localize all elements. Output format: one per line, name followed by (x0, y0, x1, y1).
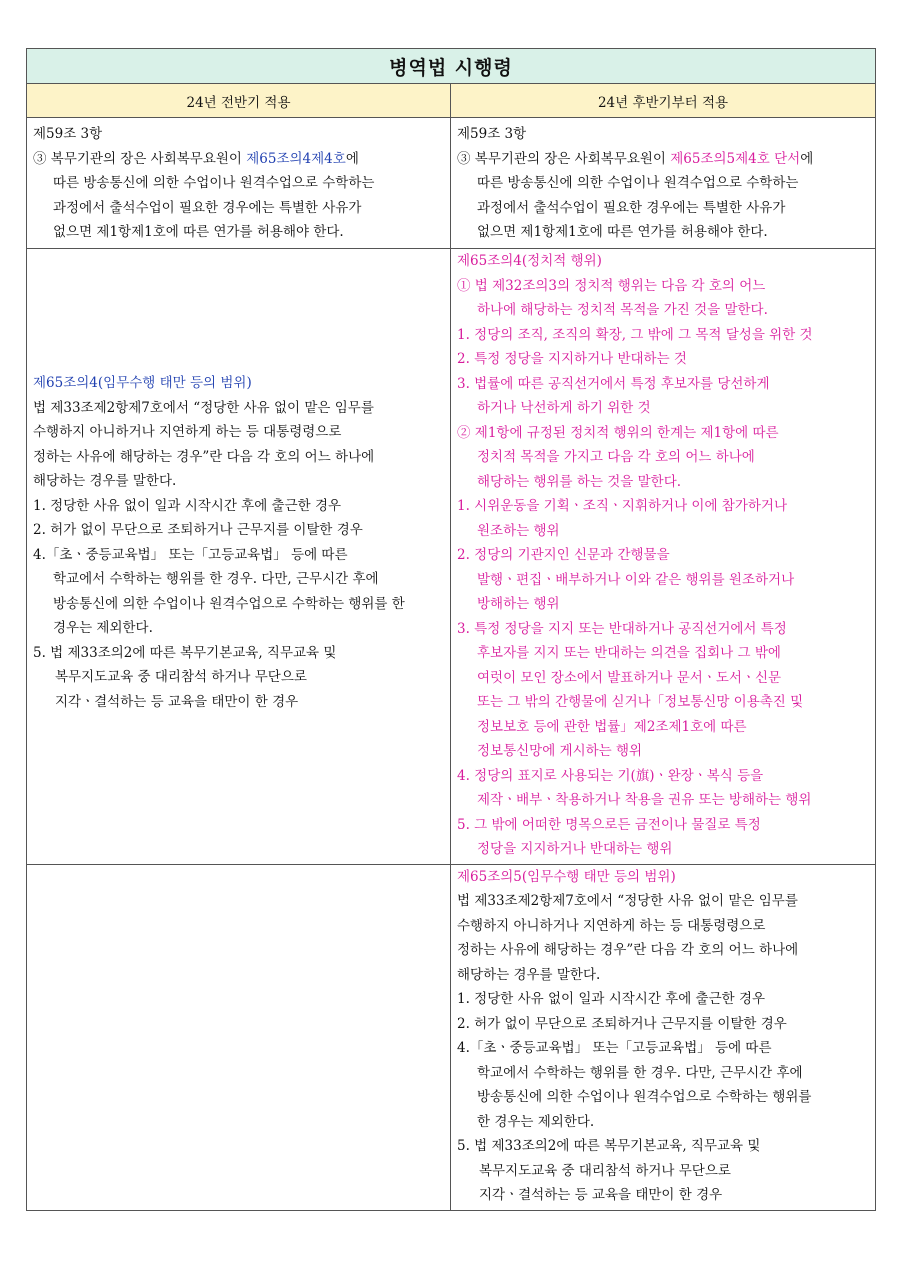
paragraph-line: 따른 방송통신에 의한 수업이나 원격수업으로 수학하는 (477, 175, 799, 191)
list-item-continuation: 학교에서 수학하는 행위를 한 경우. 다만, 근무시간 후에 (477, 1064, 803, 1081)
list-item: 2. 정당의 기관지인 신문과 간행물을 (457, 547, 670, 563)
list-item-continuation: 방송통신에 의한 수업이나 원격수업으로 수학하는 행위를 한 (53, 595, 405, 612)
paragraph-line: 수행하지 아니하거나 지연하게 하는 등 대통령령으로 (457, 917, 766, 934)
paragraph-line: 정하는 사유에 해당하는 경우”란 다음 각 호의 어느 하나에 (457, 942, 799, 958)
paragraph-line: 법 제33조제2항제7호에서 “정당한 사유 없이 맡은 임무를 (33, 399, 374, 416)
list-item-continuation: 방송통신에 의한 수업이나 원격수업으로 수학하는 행위를 (477, 1089, 812, 1105)
row-article-65-5 (27, 864, 876, 1210)
article-heading: 제65조의4(정치적 행위) (457, 253, 602, 269)
paragraph-line: ① 법 제32조의3의 정치적 행위는 다음 각 호의 어느 (457, 277, 766, 294)
paragraph-line: 해당하는 행위를 하는 것을 말한다. (477, 473, 682, 490)
list-item: 2. 특정 정당을 지지하거나 반대하는 것 (457, 351, 687, 367)
list-item-continuation: 후보자를 지지 또는 반대하는 의견을 집회나 그 밖에 (477, 645, 781, 661)
header-row (27, 84, 876, 118)
list-item-continuation: 복무지도교육 중 대리참석 하거나 무단으로 (55, 669, 307, 685)
list-item: 2. 허가 없이 무단으로 조퇴하거나 근무지를 이탈한 경우 (33, 522, 363, 538)
list-item: 3. 특정 정당을 지지 또는 반대하거나 공직선거에서 특정 (457, 620, 787, 637)
paragraph-line: 해당하는 경우를 말한다. (33, 473, 177, 489)
list-item-continuation: 복무지도교육 중 대리참석 하거나 무단으로 (479, 1162, 731, 1179)
list-item: 4.「초ㆍ중등교육법」 또는「고등교육법」 등에 따른 (33, 546, 348, 563)
list-item-continuation: 지각ㆍ결석하는 등 교육을 태만이 한 경우 (55, 693, 299, 710)
amended-reference: 제65조의5제4호 단서 (670, 150, 801, 167)
list-item-continuation: 한 경우는 제외한다. (477, 1113, 595, 1130)
paragraph-line: 정치적 목적을 가지고 다음 각 호의 어느 하나에 (477, 449, 755, 465)
paragraph-line: 법 제33조제2항제7호에서 “정당한 사유 없이 맡은 임무를 (457, 893, 798, 909)
article-heading: 제59조 3항 (33, 126, 103, 142)
cell-row1-right (451, 118, 876, 249)
article-heading: 제65조의5(임무수행 태만 등의 범위) (457, 868, 676, 885)
column-header-right: 24년 후반기부터 적용 (451, 84, 876, 118)
list-item-continuation: 학교에서 수학하는 행위를 한 경우. 다만, 근무시간 후에 (53, 571, 379, 587)
column-header-left: 24년 전반기 적용 (27, 84, 451, 118)
list-item-continuation: 방해하는 행위 (477, 596, 560, 612)
article-reference: 제65조의4제4호 (246, 150, 346, 167)
paragraph-line (33, 147, 444, 172)
list-item: 4. 정당의 표지로 사용되는 기(旗)ㆍ완장ㆍ복식 등을 (457, 767, 764, 784)
list-item: 1. 정당한 사유 없이 일과 시작시간 후에 출근한 경우 (33, 497, 342, 514)
list-item-continuation: 제작ㆍ배부ㆍ착용하거나 착용을 권유 또는 방해하는 행위 (477, 792, 812, 808)
list-item-continuation: 지각ㆍ결석하는 등 교육을 태만이 한 경우 (479, 1187, 723, 1203)
paragraph-line: 정하는 사유에 해당하는 경우”란 다음 각 호의 어느 하나에 (33, 448, 375, 465)
list-item: 5. 그 밖에 어떠한 명목으로든 금전이나 물질로 특정 (457, 816, 761, 833)
paragraph-line: 없으면 제1항제1호에 따른 연가를 허용해야 한다. (477, 224, 768, 240)
paragraph-line: 과정에서 출석수업이 필요한 경우에는 특별한 사유가 (477, 199, 786, 216)
list-item-continuation: 여럿이 모인 장소에서 발표하거나 문서ㆍ도서ㆍ신문 (477, 669, 782, 686)
document-title: 병역법 시행령 (27, 49, 876, 84)
list-item-continuation: 또는 그 밖의 간행물에 싣거나「정보통신망 이용촉진 및 (477, 694, 804, 710)
list-item: 4.「초ㆍ중등교육법」 또는「고등교육법」 등에 따른 (457, 1040, 772, 1056)
paragraph-line: 수행하지 아니하거나 지연하게 하는 등 대통령령으로 (33, 424, 342, 440)
text-segment: ③ 복무기관의 장은 사회복무요원이 (33, 150, 247, 167)
list-item: 1. 시위운동을 기획ㆍ조직ㆍ지휘하거나 이에 참가하거나 (457, 498, 787, 514)
paragraph-line: 하나에 해당하는 정치적 목적을 가진 것을 말한다. (477, 302, 768, 318)
text-segment: 에 (345, 150, 359, 167)
list-item-continuation: 하거나 낙선하게 하기 위한 것 (477, 400, 651, 416)
paragraph-line: 해당하는 경우를 말한다. (457, 966, 601, 983)
row-article-59 (27, 118, 876, 249)
cell-row2-right (451, 249, 876, 865)
list-item: 5. 법 제33조의2에 따른 복무기본교육, 직무교육 및 (457, 1138, 761, 1154)
row-article-65-4 (27, 249, 876, 865)
paragraph-line: 과정에서 출석수업이 필요한 경우에는 특별한 사유가 (53, 199, 362, 216)
paragraph-line: ② 제1항에 규정된 정치적 행위의 한계는 제1항에 따른 (457, 424, 779, 441)
list-item: 3. 법률에 따른 공직선거에서 특정 후보자를 당선하게 (457, 375, 770, 392)
paragraph-line: 따른 방송통신에 의한 수업이나 원격수업으로 수학하는 (53, 175, 375, 191)
text-segment: 에 (800, 150, 814, 167)
article-heading: 제65조의4(임무수행 태만 등의 범위) (33, 375, 252, 391)
spacer (33, 253, 444, 371)
list-item-continuation: 발행ㆍ편집ㆍ배부하거나 이와 같은 행위를 원조하거나 (477, 571, 795, 588)
list-item-continuation: 정보통신망에 게시하는 행위 (477, 743, 643, 759)
article-heading: 제59조 3항 (457, 126, 527, 142)
list-item: 1. 정당의 조직, 조직의 확장, 그 밖에 그 목적 달성을 위한 것 (457, 326, 813, 343)
list-item-continuation: 정당을 지지하거나 반대하는 행위 (477, 841, 673, 857)
cell-row1-left (27, 118, 451, 249)
list-item: 1. 정당한 사유 없이 일과 시작시간 후에 출근한 경우 (457, 991, 766, 1007)
cell-row3-left-empty (27, 864, 451, 1210)
text-segment: ③ 복무기관의 장은 사회복무요원이 (457, 150, 671, 167)
list-item: 5. 법 제33조의2에 따른 복무기본교육, 직무교육 및 (33, 644, 337, 661)
paragraph-line (457, 147, 869, 172)
paragraph-line: 없으면 제1항제1호에 따른 연가를 허용해야 한다. (53, 224, 344, 240)
list-item-continuation: 정보보호 등에 관한 법률」제2조제1호에 따른 (477, 718, 747, 735)
cell-row3-right (451, 864, 876, 1210)
list-item-continuation: 경우는 제외한다. (53, 620, 153, 636)
comparison-table (26, 48, 876, 1211)
title-row (27, 49, 876, 84)
cell-row2-left (27, 249, 451, 865)
list-item: 2. 허가 없이 무단으로 조퇴하거나 근무지를 이탈한 경우 (457, 1015, 787, 1032)
list-item-continuation: 원조하는 행위 (477, 522, 560, 539)
